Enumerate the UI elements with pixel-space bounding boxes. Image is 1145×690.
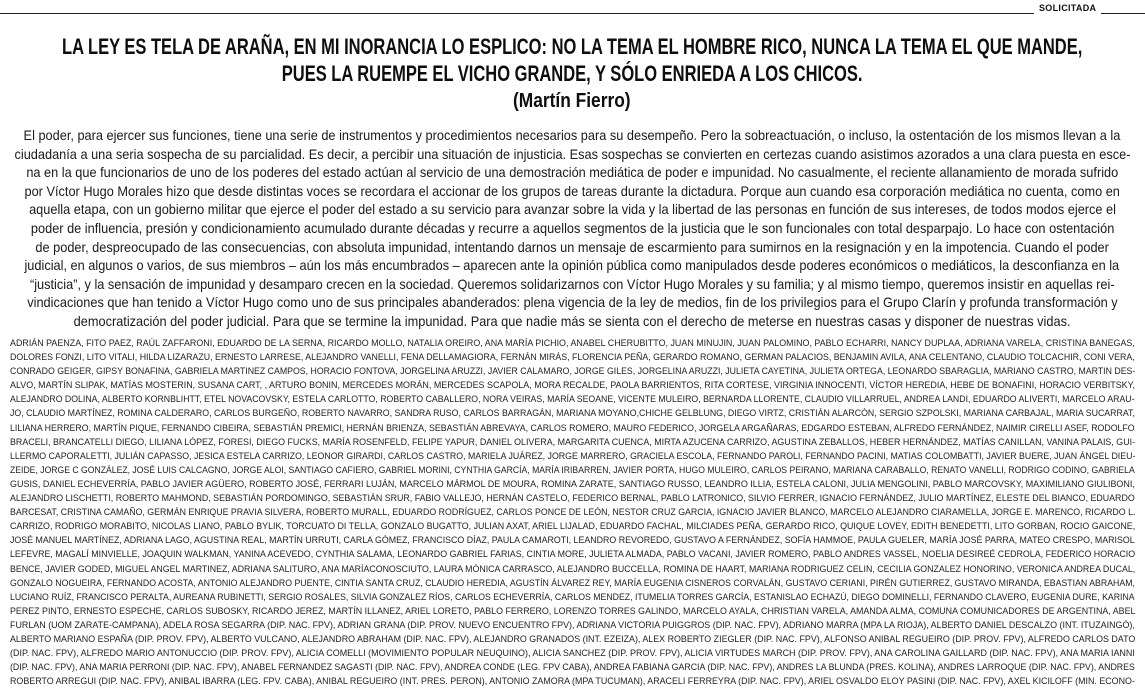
- signatories-line: [0, 422, 1145, 436]
- signatories-line-text: ALBERTO MARIANO ESPAÑA (DIP. PROV. FPV), ALBERTO VULCANO, ALEJANDRO ABRAHAM (DIP. NAC. FPV), ALEJANDRO GRANADOS (INT. EZEIZA), ALEX ROBERTO ZIEGLER (DIP. NAC. FPV), ALFONSO ANIBAL REGUEIRO (DIP. PROV. FPV), ALFREDO CARLOS DATO: [10, 633, 1136, 645]
- section-label: SOLICITADA: [1034, 2, 1101, 15]
- signatories-line-text: (DIP. NAC. FPV), ANA MARIA PERRONI (DIP. NAC. FPV), ANABEL FERNANDEZ SAGASTI (DIP. NAC. FPV), ANDREA CONDE (LEG. FPV CABA), ANDREA FABIANA GARCIA (DIP. NAC. FPV), ANDRES LA BLUNDA (PRES. KOLINA), ANDRES LARROQUE (DIP. NAC. FPV), ANDRES: [10, 662, 1135, 674]
- body-line-text: ciudadanía a una seria sospecha de su parcialidad. Es decir, a percibir una situación de injusticia. Esas sospechas se convierten en certezas cuando asistimos azorados a una clara puesta en esce-: [13, 145, 1130, 162]
- headline-line-text: PUES LA RUEMPE EL VICHO GRANDE, Y SÓLO ENRIEDA A LOS CHICOS.: [281, 61, 863, 86]
- body-line-text: aquella etapa, con un gobierno militar que ejerce el poder del estado a su servicio para avanzar sobre la vida y la libertad de las personas en función de sus intereses, de todos modos ejerce el: [28, 201, 1116, 218]
- body-line: [0, 238, 1145, 257]
- signatories-line-text: BENCE, JAVIER GODED, MIGUEL ANGEL MARTINEZ, ADRIANA SALITURO, ANA MARÍACONOSCIUTO, LAURA MÓNICA CARRASCO, ALEJANDRO BUCCELLA, ROMINA DE HAART, MARIANA RODRIGUEZ CELIN, CECILIA GONZALEZ HONORINO, VERONICA ANDREA DUCAL,: [10, 563, 1136, 575]
- signatories-line: [0, 563, 1145, 577]
- body-line: [0, 145, 1145, 164]
- body-line: [0, 126, 1145, 145]
- signatories-line: [0, 520, 1145, 534]
- body-line: [0, 275, 1145, 294]
- signatories-line: [0, 675, 1145, 689]
- signatories-line-text: LILIANA HERRERO, MARTÍN PIQUE, FERNANDO CIBEIRA, SEBASTIÁN PREMICI, HERNÁN BRIENZA, SEBASTIÁN ABREVAYA, CARLOS ROMERO, MAURO FEDERICO, JORGELA ARGAÑARAS, EDGARDO ESTEBAN, ALFREDO FERNÁNDEZ, NAIMIR CIRELLI ASEF, RODOLFO: [10, 422, 1135, 434]
- signatories-line-text: FURLAN (UOM ZARATE-CAMPANA), ADELA ROSA SEGARRA (DIP. NAC. FPV), ADRIAN GRANA (DIP. PROV. NUEVO ENCUENTRO FPV), ADRIANA VICTORIA PUIGGROS (DIP. NAC. FPV), ADRIANO MARRA (MPA LA RIOJA), ALBERTO DANIEL DESCALZO (INT. ITUZAINGÓ),: [10, 619, 1135, 631]
- signatories-line-text: CARRIZO, RODRIGO MORABITO, NICOLAS LIANO, PABLO BYLIK, TORCUATO DI TELLA, GONZALO BUGATTO, JULIAN AXAT, ARIEL LIJALAD, EDUARDO FACHAL, MILCIADES PEÑA, GERARDO RICO, QUIQUE LOVEY, EDITH BENEDETTI, LITO GORBAN, ROCIO GAICONE,: [10, 521, 1136, 533]
- body-line-text: judicial, en algunos o varios, de sus miembros – aún los más encumbrados – aparecen ante la opinión pública como manipulados desde poderes económicos o mediáticos, la desconfianza en la: [24, 257, 1120, 274]
- body-line-text: “justicia”, y la sensación de impunidad y desamparo crecen en la sociedad. Queremos solidarizarnos con Víctor Hugo Morales y su familia; y al mismo tiempo, queremos insistir en aquellas rei-: [29, 275, 1115, 292]
- body-line: [0, 312, 1145, 331]
- body-line-text: por Víctor Hugo Morales hizo que desde distintas voces se recordara el accionar de los grupos de tareas durante la dictadura. Porque aun cuando esa corporación mediática no cuenta, como en: [24, 182, 1120, 199]
- signatories-line-text: BRACELI, BRANCATELLI DIEGO, LILIANA LÓPEZ, FORESI, DIEGO FUCKS, MARÍA ROSENFELD, FELIPE YAPUR, DANIEL OLIVERA, MARGARITA CUENCA, MIRTA AZUCENA CARRIZO, AGUSTINA ZEBALLOS, HEBER HERNÁNDEZ, MATÍAS CANILLAN, VANINA PALAIS, GUI-: [10, 436, 1136, 448]
- signatories-line: [0, 393, 1145, 407]
- signatories-line: [0, 661, 1145, 675]
- headline-line: [0, 33, 1145, 60]
- signatories-line: [0, 619, 1145, 633]
- body-line-text: na en la que funcionarios de uno de los poderes del estado actúan al servicio de una demostración mediática de poder e impunidad. No casualmente, el reciente allanamiento de morada sufrido: [25, 164, 1118, 181]
- signatories-line-text: ROBERTO ARREGUI (DIP. NAC. FPV), ANIBAL IBARRA (LEG. FPV. CABA), ANIBAL REGUEIRO (INT. PRES. PERON), ANTONIO ZAMORA (MPA TUCUMAN), ARACELI FERREYRA (DIP. NAC. FPV), ARIEL OSVALDO ELOY PASINI (DIP. NAC. FPV), AXEL KICILOFF (MIN. ECONO-: [10, 676, 1135, 688]
- signatories-line-text: BARCESAT, CRISTINA CAMAÑO, GERMÁN ENRIQUE PRAVIA SILVERA, ROBERTO MURALL, EDUARDO RODRÍGUEZ, CARLOS PONCE DE LEÓN, NESTOR CRUZ GARCIA, IGNACIO JAVIER BLANCO, MARCELO ALEJANDRO CIARAMELLA, JORGE E. MARENCO, RICARDO L.: [10, 507, 1136, 519]
- signatories-line-text: LLERMO CAPORALETTI, JULIÁN CAPASSO, JESICA ESTELA CARRIZO, LEONOR GIRARDI, CARLOS CASTRO, MARIELA JUÁREZ, JORGE MARRERO, GRACIELA ESCOLA, FERNANDO PAROLI, FERNANDO PACINI, MATIAS COLOMBATTI, JAVIER BUERE, JUAN ÁNGEL DIEU-: [10, 450, 1136, 462]
- signatories-line-text: (DIP. NAC. FPV), ALFREDO MARIO ANTONUCCIO (DIP. PROV. FPV), ALICIA COMELLI (MOVIMIENTO POPULAR NEUQUINO), ALICIA SANCHEZ (DIP. PROV. FPV), ALICIA VIRTUDES MARCH (DIP. PROV. FPV), ANA CAROLINA GAILLARD (DIP. NAC. FPV), ANA MARIA IANNI: [10, 648, 1135, 660]
- signatories-line: [0, 365, 1145, 379]
- body-line: [0, 293, 1145, 312]
- signatories-line: [0, 492, 1145, 506]
- signatories-line-text: ADRIÁN PAENZA, FITO PAEZ, RAÚL ZAFFARONI, EDUARDO DE LA SERNA, RICARDO MOLLO, NATALIA OREIRO, ANA MARÍA PICHIO, ANABEL CHERUBITTO, JUAN MINUJIN, JUAN PALOMINO, PABLO ECHARRI, NANCY DUPLAA, ADRIANA VARELA, CRISTINA BANEGAS,: [10, 338, 1135, 349]
- signatories-line: [0, 450, 1145, 464]
- signatories-list: [0, 337, 1145, 689]
- signatories-line-text: GONZALO NOGUEIRA, FERNANDO ACOSTA, ANTONIO ALEJANDRO PUENTE, CINTIA SANTA CRUZ, CLAUDIO HEREDIA, AGUSTÍN ÁLVAREZ REY, MARÍA EUGENIA CISNEROS CORVALÁN, GUSTAVO CERIANI, PIRÉN GUTIERREZ, GUSTAVO MIRANDA, EBASTIAN ABRAHAM,: [10, 577, 1135, 589]
- signatories-line-text: ALEJANDRO LISCHETTI, ROBERTO MAHMOND, SEBASTIÁN PORDOMINGO, SEBASTIÁN SRUR, FABIO VALLEJO, HERNÁN CASTELO, FEDERICO BERNAL, PABLO LATRONICO, SILVIO FERRER, IGNACIO FERNÁNDEZ, JULIO MARTÍNEZ, ELESTE DEL BIANCO, EDUARDO: [10, 493, 1135, 505]
- headline-quote: [0, 33, 1145, 115]
- signatories-line: [0, 478, 1145, 492]
- signatories-line: [0, 379, 1145, 393]
- body-line-text: El poder, para ejercer sus funciones, tiene una serie de instrumentos y procedimientos necesarios para su desempeño. Pero la sobreactuación, o incluso, la ostentación de los mismos llevan a la: [23, 127, 1121, 143]
- signatories-line-text: ALVO, MARTÍN SLIPAK, MATÍAS MOSTERIN, SUSANA CART, , ARTURO BONIN, MERCEDES MORÁN, MERCEDES SCAPOLA, MORA RECALDE, PAOLA BARRIENTOS, RITA CORTESE, VIRGINIA INNOCENTI, VÍCTOR HEREDIA, HEBE DE BONAFINI, HORACIO VERBITSKY,: [10, 380, 1135, 392]
- signatories-line-text: LUCIANO RUÍZ, FRANCISCO PERALTA, AUREANA RUBINETTI, SERGIO ROSALES, SILVIA GONZALEZ RÍOS, CARLOS ECHEVERRÍA, CARLOS MENDEZ, ITUMELIA TORRES GARCÍA, ESTANISLAO ECHAZÚ, DIEGO DOMINELLI, FERNANDO CLAVERO, EUGENIA DURE, KARINA: [10, 591, 1135, 603]
- body-line-text: de poder, despreocupado de las consecuencias, con absoluta impunidad, intentando darnos un mensaje de escarmiento para sumirnos en la resignación y en la impotencia. Cuando el poder: [35, 238, 1109, 255]
- signatories-line-text: DOLORES FONZI, LITO VITALI, HILDA LIZARAZU, ERNESTO LARRESE, ALEJANDRO VANELLI, FENA DELLAMAGIORA, FERNÁN MIRÁS, FLORENCIA PEÑA, GERARDO ROMANO, GERMAN PALACIOS, BENJAMIN AVILA, ANA CELENTANO, CLAUDIO TOLCACHIR, CONI VERA,: [10, 352, 1135, 364]
- signatories-line-text: GUSIS, DANIEL ECHEVERRÍA, PABLO JAVIER AGÜERO, ROBERTO JOSÉ, FERRARI LUJÁN, MARCELO MÁRMOL DE MOURA, ROMINA ZARATE, SANTIAGO RUSSO, LEANDRO ILLIA, ESTELA CALONI, JULIA MENGOLINI, PABLO MARCOVSKY, MAXIMILIANO GIULIBONI,: [10, 478, 1135, 490]
- body-line: [0, 182, 1145, 201]
- body-line-text: poder de influencia, presión y condicionamiento acumulado durante décadas y recurre a aquellos segmentos de la justicia que le son funcionales con total desparpajo. Lo hace con ostentación: [30, 219, 1114, 236]
- body-line: [0, 256, 1145, 275]
- signatories-line: [0, 337, 1145, 351]
- signatories-line: [0, 605, 1145, 619]
- signatories-line-text: ALEJANDRO DOLINA, ALBERTO KORNBLIHTT, ETEL NOVACOVSKY, ESTELA CARLOTTO, ROBERTO CABALLERO, NORA VEIRAS, MARÍA SEOANE, VICENTE MULEIRO, BERNARDA LLORENTE, CLAUDIO VILLARRUEL, ANDREA LANDI, EDUARDO ALIVERTI, MARCELO ARAU-: [10, 394, 1135, 406]
- headline-line: [0, 60, 1145, 87]
- body-paragraph: [0, 126, 1145, 331]
- body-line-text: democratización del poder judicial. Para que se termine la impunidad. Para que nadie más se sienta con el derecho de meterse en nuestras casas y disponer de nuestras vidas.: [73, 312, 1071, 329]
- signatories-line: [0, 647, 1145, 661]
- attribution-line: [0, 87, 1145, 115]
- signatories-line-text: ZEIDE, JORGE C GONZÁLEZ, JOSÉ LUIS CALCAGNO, JORGE ALOI, SANTIAGO CAFIERO, GABRIEL MORINI, CYNTHIA GARCÍA, MARÍA IRIBARREN, JAVIER PORTA, HUGO MULEIRO, CARLOS PEIRANO, MARIANA CARABALLO, RENATO VANELLI, RODRIGO CODINO, GABRIELA: [10, 464, 1135, 476]
- signatories-line: [0, 534, 1145, 548]
- signatories-line: [0, 464, 1145, 478]
- signatories-line: [0, 351, 1145, 365]
- signatories-line-text: CONRADO GEIGER, GIPSY BONAFINA, GABRIELA MARTINEZ CAMPOS, HORACIO FONTOVA, JORGELINA ARUZZI, JAVIER CALAMARO, JORGE GILES, JORGELINA ARUZZI, JULIETA CAYETINA, JULIETA ORTEGA, LEONARDO SBARAGLIA, MARIANO CASTRO, MARTIN DES-: [10, 366, 1136, 378]
- signatories-line: [0, 548, 1145, 562]
- signatories-line: [0, 436, 1145, 450]
- top-rule: [0, 13, 1145, 14]
- signatories-line-text: JOSÉ MANUEL MARTÍNEZ, ADRIANA LAGO, AGUSTINA REAL, MARTÍN URRUTI, CARLA GÓMEZ, FRANCISCO DÍAZ, PAULA CAMAROTI, LEANDRO REVOREDO, GUSTAVO A FERNÁNDEZ, SOFÍA HAMMOE, PAULA GUELER, MARÍA JOSÉ PARRA, MATEO CRESPO, MARISOL: [10, 535, 1135, 547]
- body-line: [0, 200, 1145, 219]
- body-line: [0, 163, 1145, 182]
- body-line-text: vindicaciones que han tenido a Víctor Hugo como uno de sus principales abanderados: plena vigencia de la ley de medios, fin de los privilegios para el Grupo Clarín y profunda transformación y: [26, 294, 1118, 311]
- signatories-line-text: LEFEVRE, MAGALÍ MINVIELLE, JOAQUIN WALKMAN, YANINA ACEVEDO, CYNTHIA SALAMA, LEONARDO GABRIEL FARIAS, CINTIA MORE, JULIETA ALMADA, PABLO VACANI, JAVIER ROMERO, PABLO ANDRES VASSEL, NOELIA DESIREÉ CEDROLA, FEDERICO HORACIO: [10, 549, 1136, 561]
- attribution-text: (Martín Fierro): [512, 90, 631, 112]
- signatories-line-text: JO, CLAUDIO MARTÍNEZ, ROMINA CALDERARO, CARLOS BURGEÑO, ROBERTO NAVARRO, SANDRA RUSO, CARLOS BARRAGÁN, MARIANA MOYANO,CHICHE GELBLUNG, DIEGO VIRTZ, CRISTIÁN ALARCÓN, SERGIO SZPOLSKI, MARIANA CARBAJAL, MARIA SUCARRAT,: [10, 408, 1135, 420]
- headline-line-text: LA LEY ES TELA DE ARAÑA, EN MI INORANCIA LO ESPLICO: NO LA TEMA EL HOMBRE RICO, NUNCA LA TEMA EL QUE MANDE,: [62, 34, 1083, 59]
- signatories-line: [0, 577, 1145, 591]
- body-line: [0, 219, 1145, 238]
- signatories-line: [0, 407, 1145, 421]
- signatories-line: [0, 506, 1145, 520]
- signatories-line: [0, 633, 1145, 647]
- signatories-line-text: PEREZ PINTO, ERNESTO ESPECHE, CARLOS SUBOSKY, RICARDO JEREZ, MARTÍN ILLANEZ, ARIEL LORETO, PABLO FERRERO, LORENZO TORRES GALINDO, MARCELO AYALA, CHRISTIAN VARELA, AMANDA ALMA, COMUNA COMUNICADORES DE ARGENTINA, ABEL: [10, 605, 1136, 617]
- signatories-line: [0, 591, 1145, 605]
